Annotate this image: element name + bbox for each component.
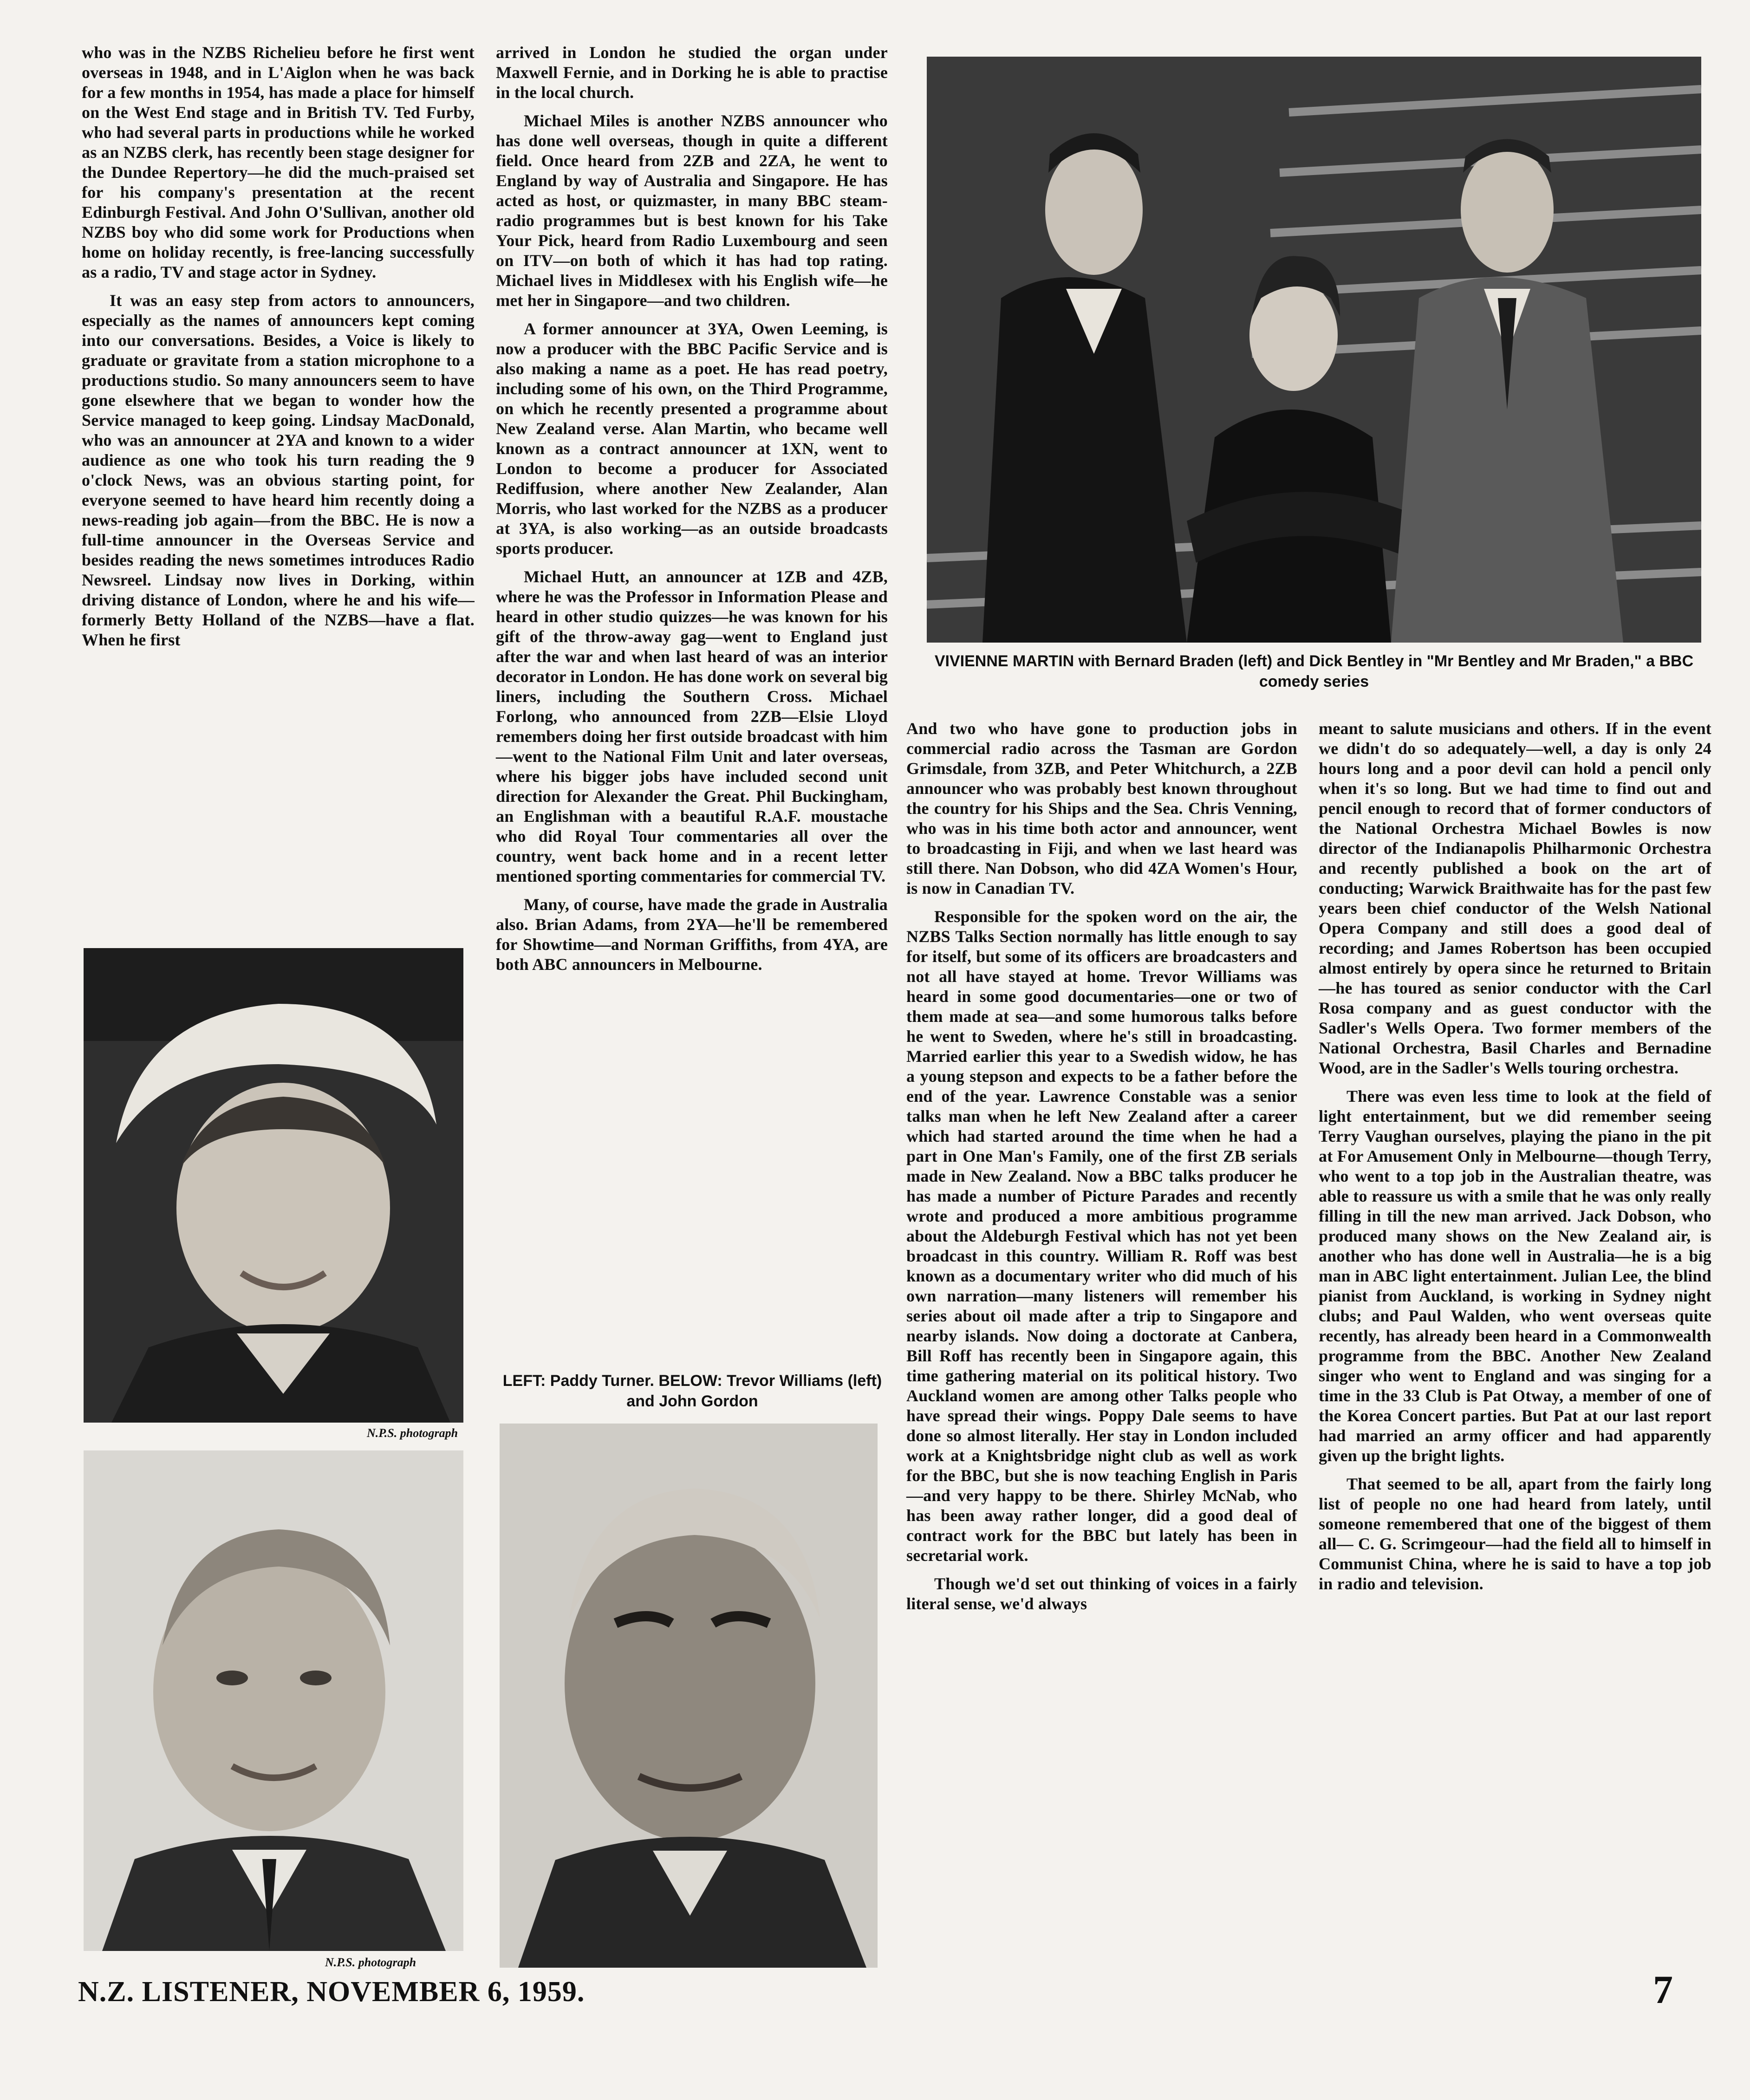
caption-comedy-trio: VIVIENNE MARTIN with Bernard Braden (left) and Dick Bentley in "Mr Bentley and Mr Braden," a BBC comedy series (934, 652, 1694, 690)
col4-paragraph-1: meant to salute musicians and others. If in the event we didn't do so adequately—well, a day is only 24 hours long and a poor devil can hold a pencil only when it's so long. But we had time to find out and pencil enough to record that of former conductors of the National Orchestra Michael Bowles is now director of the Indianapolis Philharmonic Orchestra and recently published a book on the art of conducting; Warwick Braithwaite has for the past few years been chief conductor of the Welsh National Opera Company and still does a good deal of recording; and James Robertson has been occupied almost entirely by opera since he returned to Britain—he has toured as senior conductor with the Carl Rosa company and as guest conductor with the Sadler's Wells Opera. Two former members of the National Orchestra, Basil Charles and Bernadine Wood, are in the Sadler's Wells touring orchestra. (1319, 719, 1711, 1077)
col2-paragraph-5: Many, of course, have made the grade in Australia also. Brian Adams, from 2YA—he'll be remembered for Showtime—and Norman Griffiths, from 4YA, are both ABC announcers in Melbourne. (496, 895, 888, 974)
col4-paragraph-2: There was even less time to look at the field of light entertainment, but we did remember seeing Terry Vaughan ourselves, playing the piano in the pit at For Amusement Only in Melbourne—though Terry, who went to a top job in the Australian theatre, was able to reassure us with a smile that he was only really filling in till the new man arrived. Jack Dobson, who produced many shows on the New Zealand air, is another who has done well in Australia—he is a big man in ABC light entertainment. Julian Lee, the blind pianist from Auckland, is working in Sydney night clubs; and Paul Walden, who went overseas quite recently, has already been heard in a Commonwealth programme from the BBC. Another New Zealand singer who went to England and was singing for a time in the 33 Club is Pat Otway, a member of one of the Korea Concert parties. But Pat at our last report had married an army officer and had apparently given up the bright lights. (1319, 1087, 1711, 1465)
article-column-2 (496, 43, 888, 975)
article-column-1 (82, 43, 475, 650)
col3-paragraph-1: And two who have gone to production jobs in commercial radio across the Tasman are Gordon Grimsdale, from 3ZB, and Peter Whitchurch, a 2ZB announcer who was probably best known throughout the country for his Ships and the Sea. Chris Venning, who was in his time both actor and announcer, went to broadcasting in Fiji, and when we last heard was still there. Nan Dobson, who did 4ZA Women's Hour, is now in Canadian TV. (906, 719, 1297, 897)
page-number: 7 (1653, 1967, 1673, 2012)
photo-john-gordon (500, 1424, 878, 1968)
caption-left-below: LEFT: Paddy Turner. BELOW: Trevor Williams (left) and John Gordon (502, 1372, 882, 1410)
article-column-3 (906, 719, 1297, 1614)
footer-masthead: N.Z. LISTENER, NOVEMBER 6, 1959. (78, 1976, 585, 2008)
credit-trevor-williams: N.P.S. photograph (325, 1956, 416, 1969)
photo-trevor-williams (84, 1450, 463, 1951)
col2-paragraph-4: Michael Hutt, an announcer at 1ZB and 4ZB, where he was the Professor in Information Please and heard in other studio quizzes—he was known for his gift of the throw-away gag—went to England just after the war and when last heard of was an interior decorator in London. He has done work on several big liners, including the Southern Cross. Michael Forlong, who announced from 2ZB—Elsie Lloyd remembers doing her first outside broadcast with him—went to the National Film Unit and later overseas, where his bigger jobs have included second unit direction for Alexander the Great. Phil Buckingham, an Englishman with a beautiful R.A.F. moustache who did Royal Tour commentaries all over the country, went back home and in a recent letter mentioned sporting commentaries for commercial TV. (496, 567, 888, 885)
photo-trevor-williams-image (84, 1450, 463, 1951)
photo-comedy-trio-image (927, 57, 1701, 643)
col2-paragraph-3: A former announcer at 3YA, Owen Leeming, is now a producer with the BBC Pacific Service and is also making a name as a poet. He has read poetry, including some of his own, on the Third Programme, on which he recently presented a programme about New Zealand verse. Alan Martin, who became well known as a contract announcer at 1XN, went to London to become a producer for Associated Rediffusion, where another New Zealander, Alan Morris, who last worked for the NZBS as a producer at 3YA, is also working—as an outside broadcasts sports producer. (496, 319, 888, 558)
col1-paragraph-2: It was an easy step from actors to announcers, especially as the names of announcers kept coming into our conversations. Besides, a Voice is likely to graduate or gravitate from a station microphone to a productions studio. So many announcers seem to have gone elsewhere that we began to wonder how the Service managed to keep going. Lindsay MacDonald, who was an announcer at 2YA and known to a wider audience as one who took his turn reading the 9 o'clock News, was an obvious starting point, for everyone seemed to have heard him recently doing a news-reading job again—from the BBC. He is now a full-time announcer in the Overseas Service and besides reading the news sometimes introduces Radio Newsreel. Lindsay now lives in Dorking, within driving distance of London, where he and his wife—formerly Betty Holland of the NZBS—have a flat. When he first (82, 291, 475, 649)
col1-paragraph-1: who was in the NZBS Richelieu before he first went overseas in 1948, and in L'Aiglon when he was back for a few months in 1954, has made a place for himself on the West End stage and in British TV. Ted Furby, who had several parts in productions while he worked as an NZBS clerk, has recently been stage designer for the Dundee Repertory—he did the much-praised set for his company's presentation at the recent Edinburgh Festival. And John O'Sullivan, another old NZBS boy who did some work for Productions when home on holiday recently, is free-lancing successfully as a radio, TV and stage actor in Sydney. (82, 43, 475, 281)
col2-paragraph-1: arrived in London he studied the organ under Maxwell Fernie, and in Dorking he is able to practise in the local church. (496, 43, 888, 102)
col4-paragraph-3: That seemed to be all, apart from the fairly long list of people no one had heard from lately, until someone remembered that one of the biggest of them all— C. G. Scrimgeour—had the field all to himself in Communist China, where he is said to have a top job in radio and television. (1319, 1475, 1711, 1593)
col3-paragraph-3: Though we'd set out thinking of voices in a fairly literal sense, we'd always (906, 1574, 1297, 1613)
article-column-4 (1319, 719, 1711, 1594)
col2-paragraph-2: Michael Miles is another NZBS announcer who has done well overseas, though in quite a different field. Once heard from 2ZB and 2ZA, he went to England by way of Australia and Singapore. He has acted as host, or quizmaster, in many BBC steam-radio programmes but is best known for his Take Your Pick, heard from Radio Luxembourg and seen on ITV—on both of which it has had top rating. Michael lives in Middlesex with his English wife—he met her in Singapore—and two children. (496, 111, 888, 310)
photo-paddy-turner (84, 948, 463, 1423)
credit-paddy-turner: N.P.S. photograph (367, 1426, 458, 1440)
photo-paddy-turner-image (84, 948, 463, 1423)
col3-paragraph-2: Responsible for the spoken word on the air, the NZBS Talks Section normally has little enough to say for itself, but some of its officers are broadcasters and not all have stayed at home. Trevor Williams was heard in some good documentaries—one or two of them made at sea—and some humorous talks before he went to Sweden, where he's still in broadcasting. Married earlier this year to a Swedish widow, he has a young stepson and expects to be a father before the end of the year. Lawrence Constable was a senior talks man when he left New Zealand after a career which had started around the time when he had a part in One Man's Family, one of the first ZB serials made in New Zealand. Now a BBC talks producer he has made a number of Picture Parades and recently wrote and produced a more ambitious programme about the Aldeburgh Festival which has not yet been broadcast in this country. William R. Roff was best known as a documentary writer who did much of his own narration—many listeners will remember his series about oil made after a trip to Singapore and nearby islands. Now doing a doctorate at Canbera, Bill Roff has recently been in Singapore again, this time gathering material on its political history. Two Auckland women are among other Talks people who have spread their wings. Poppy Dale seems to have done so almost literally. Her stay in London included work at a Knightsbridge night club as well as work for the BBC, but she is now teaching English in Paris—and very happy to be there. Shirley McNab, who has been away rather longer, did a good deal of contract work for the BBC but lately has been in secretarial work. (906, 907, 1297, 1565)
photo-comedy-trio (927, 57, 1701, 643)
photo-john-gordon-image (500, 1424, 878, 1968)
